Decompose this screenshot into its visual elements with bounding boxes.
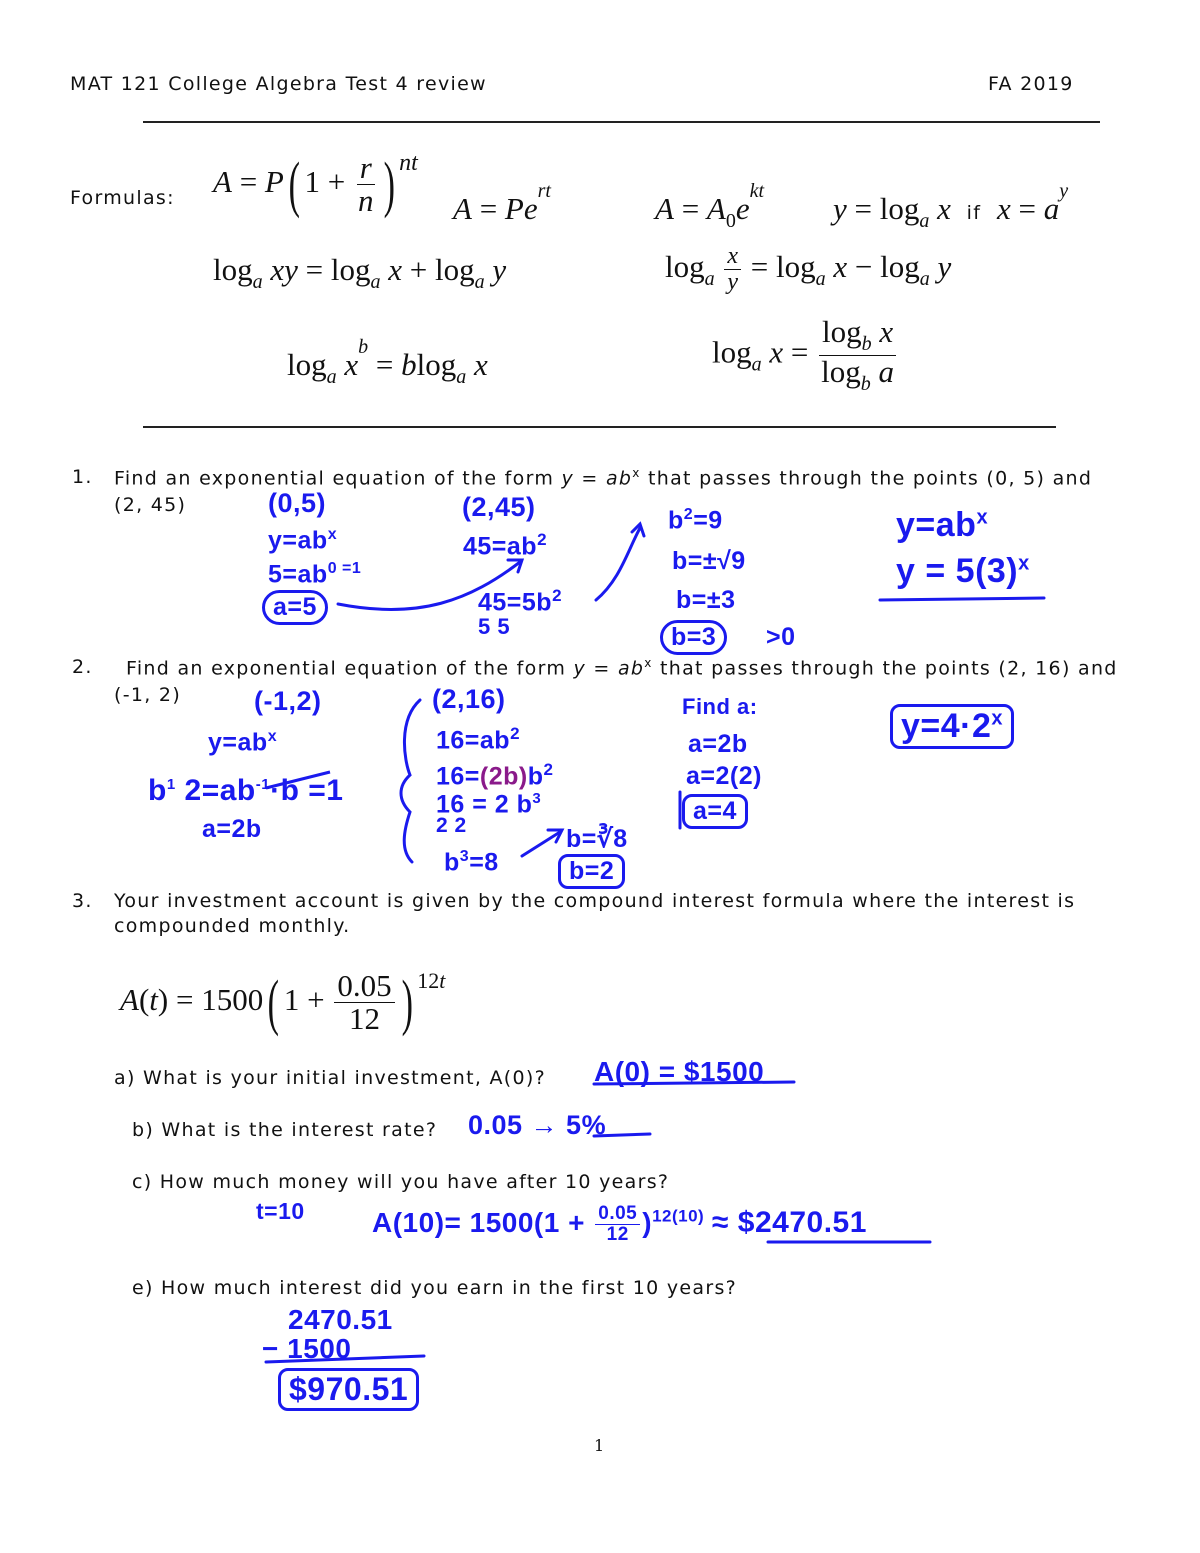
q2-eq-2: $b^1$ $2=ab^{-1}\cdot b =1$ [148,774,344,807]
question-1-number: 1. [72,466,93,488]
q1-eq-4-denominator: 5 5 [478,614,511,639]
q1-point-2: (2,45) [462,492,536,522]
q1-arrow-1-head [508,560,522,572]
q3e-answer: $970.51 [278,1368,419,1411]
q3b-answer: 0.05 → 5% [468,1110,607,1140]
q1-answer-underline [880,598,1044,600]
log-quotient-rule: $\log_a$ $\frac{x}{y}$ = $\log_a x - \log_a y$ [665,243,952,296]
q1-answer: $y = 5(3)^x$ [896,552,1030,590]
q2-point-2: (2,16) [432,684,506,714]
q1-step-4-note: >0 [766,623,796,651]
q1-answer-form: $y=ab^x$ [896,506,989,544]
q2-arrow-head [548,830,562,842]
log-definition-formula: $y = \log_a x$ if $x = a^y$ [833,180,1069,232]
question-3a: a) What is your initial investment, A(0)? [114,1067,546,1089]
q2-eq-6-denominator: 2 2 [436,814,467,837]
exponential-growth-formula: $A = A_0e^{kt}$ [655,180,765,232]
formulas-label: Formulas: [70,187,175,209]
q1-a-result: a=5 [262,590,328,625]
question-2-line2: (-1, 2) [114,684,182,706]
q2-arrow [522,832,560,856]
term-label: FA 2019 [988,73,1074,95]
q3c-t-value: t=10 [256,1198,305,1224]
investment-formula: A(t) = 1500( 1 + $\frac{0.05}{12}$ ) $^{12t}$ [120,967,446,1037]
formulas-divider [143,426,1056,428]
question-2-text: Find an exponential equation of the form $y = ab^x$ that passes through the points (2, 16) and [126,656,1118,680]
q2-eq-5: $16=(2b)b^2$ [436,760,554,791]
q1-eq-2: $5=ab^{0 =1}$ [268,560,362,589]
continuous-growth-formula: $A = Pe^{rt}$ [453,180,551,226]
question-3-text: Your investment account is given by the compound interest formula where the interest is [114,890,1076,912]
q2-brace [401,700,420,862]
q3e-work-line-1: 2470.51 [288,1304,393,1335]
q2-eq-1: $y=ab^x$ [208,728,278,757]
q2-find-a-step-2: a=2(2) [686,762,762,790]
compound-interest-formula: A = P( 1 + $\frac{r}{n}$ ) $^{nt}$ [213,149,418,219]
question-3-number: 3. [72,890,93,912]
change-of-base-rule: $\log_a x$ = $\frac{\log_b x}{\log_b a}$ [712,316,899,395]
question-3b: b) What is the interest rate? [132,1119,438,1141]
q3a-answer: A(0) = $1500 [594,1056,765,1087]
q2-find-a-step-1: a=2b [688,730,748,758]
q1-eq-3: $45=ab^2$ [463,530,548,561]
q2-answer: $y=4\cdot 2^x$ [890,704,1014,749]
q2-find-a-label: Find a: [682,694,758,719]
question-3e: e) How much interest did you earn in the first 10 years? [132,1277,738,1299]
q3e-work-line-2: − 1500 [262,1333,352,1364]
log-product-rule: $\log_a$ xy = $\log_a x + \log_a y$ [213,252,507,293]
question-1-line2: (2, 45) [114,494,187,516]
q1-step-2: b=±√9 [672,547,746,575]
q1-step-4: b=3 [660,620,727,655]
header-divider [143,121,1100,123]
log-power-rule: $\log_a x^b = blog_a$ x [287,336,488,388]
q1-step-1: $b^2=9$ [668,506,723,535]
q2-eq-6: 16 = 2 $b^3$ [436,790,542,819]
q2-step-2: b=2 [558,854,625,889]
q2-point-1: (-1,2) [254,686,322,716]
question-3c: c) How much money will you have after 10 years? [132,1171,670,1193]
q2-find-a-step-3: a=4 [682,794,748,829]
question-1-text: Find an exponential equation of the form $y = ab^x$ that passes through the points (0, 5) and [114,466,1093,490]
q1-step-3: b=±3 [676,586,736,614]
q2-eq-7: $b^3=8$ [444,848,499,877]
q1-eq-1: $y=ab^x$ [268,526,338,555]
q1-eq-4: $45=5b^2$ [478,586,563,617]
q3c-answer: ≈ $2470.51 [712,1206,867,1239]
q2-eq-3: a=2b [202,815,262,843]
page-number: 1 [594,1436,605,1455]
q1-arrow-2 [596,528,640,600]
course-title: MAT 121 College Algebra Test 4 review [70,73,487,95]
question-2-number: 2. [72,656,93,678]
if-word: if [966,202,982,224]
q3c-work: A(10)= 1500(1 + $\frac{0.05}{12}$ )$^{12(10)}$ [372,1203,705,1245]
question-3-line2: compounded monthly. [114,915,351,937]
q2-eq-4: $16=ab^2$ [436,724,521,755]
q1-point-1: (0,5) [268,488,327,518]
q1-arrow-2-head [632,524,644,536]
q2-step-1: b=∛8 [566,825,628,853]
